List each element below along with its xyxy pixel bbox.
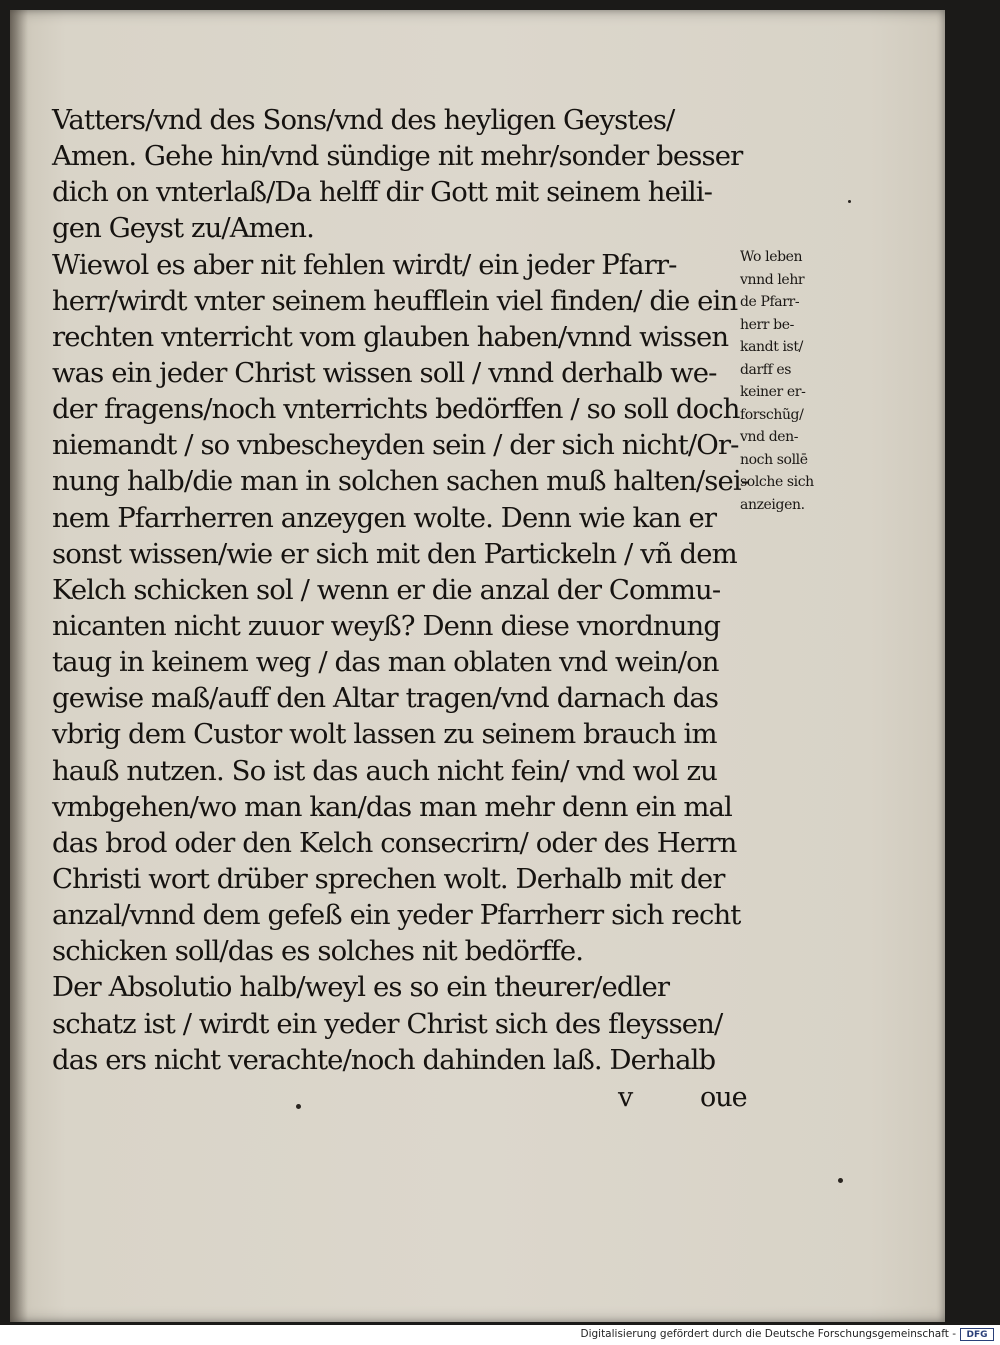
marginal-note-line: solche sich [740, 474, 814, 490]
body-text [52, 102, 752, 1078]
funding-credit: Digitalisierung gefördert durch die Deutsche Forschungsgemeinschaft - [580, 1328, 956, 1340]
marginal-note-line: Wo leben [740, 249, 803, 265]
text-line: rechten vnterricht vom glauben haben/vnnd wissen [52, 320, 729, 353]
text-line: nem Pfarrherren anzeygen wolte. Denn wie kan er [52, 501, 717, 534]
text-line: schicken soll/das es solches nit bedörffe. [52, 935, 584, 968]
text-line: Kelch schicken sol / wenn er die anzal der Commu- [52, 573, 721, 606]
ink-speck [296, 1104, 301, 1109]
text-line: gen Geyst zu/Amen. [52, 212, 314, 245]
text-line: was ein jeder Christ wissen soll / vnnd derhalb we- [52, 356, 717, 389]
text-line: vbrig dem Custor wolt lassen zu seinem brauch im [52, 718, 717, 751]
text-line: Amen. Gehe hin/vnd sündige nit mehr/sonder besser [52, 140, 743, 173]
marginal-note [740, 246, 860, 516]
text-line: dich on vnterlaß/Da helff dir Gott mit seinem heili- [52, 176, 713, 209]
text-line: Christi wort drüber sprechen wolt. Derhalb mit der [52, 862, 725, 895]
text-line: Der Absolutio halb/weyl es so ein theurer/edler [52, 971, 670, 1004]
marginal-note-line: forschũg/ [740, 406, 804, 423]
text-line: schatz ist / wirdt ein yeder Christ sich des fleyssen/ [52, 1007, 723, 1040]
text-line: niemandt / so vnbescheyden sein / der sich nicht/Or- [52, 429, 739, 462]
text-line: das brod oder den Kelch consecrirn/ oder des Herrn [52, 826, 737, 859]
ink-speck [838, 1178, 843, 1183]
text-line: der fragens/noch vnterrichts bedörffen / so soll doch [52, 393, 740, 426]
text-line: Vatters/vnd des Sons/vnd des heyligen Geystes/ [52, 104, 675, 136]
marginal-note-line: vnnd lehr [740, 271, 805, 288]
page-gutter-shadow [10, 10, 28, 1322]
text-line: gewise maß/auff den Altar tragen/vnd darnach das [52, 682, 719, 715]
marginal-note-line: herr be- [740, 316, 794, 333]
signature-mark: v [618, 1082, 633, 1113]
marginal-note-line: de Pfarr- [740, 294, 800, 310]
marginal-note-line: vnd den- [740, 429, 799, 445]
ink-speck [848, 200, 851, 203]
text-line: Wiewol es aber nit fehlen wirdt/ ein jeder Pfarr- [52, 248, 677, 281]
marginal-note-line: keiner er- [740, 384, 806, 400]
text-line: anzal/vnnd dem gefeß ein yeder Pfarrherr sich recht [52, 899, 741, 932]
text-line: sonst wissen/wie er sich mit den Partickeln / vñ dem [52, 537, 737, 570]
marginal-note-line: noch sollē [740, 451, 808, 468]
text-line: hauß nutzen. So ist das auch nicht fein/ vnd wol zu [52, 754, 717, 787]
text-line: taug in keinem weg / das man oblaten vnd wein/on [52, 646, 719, 679]
marginal-note-line: anzeigen. [740, 496, 805, 513]
dfg-logo[interactable]: DFG [960, 1328, 994, 1341]
text-line: nung halb/die man in solchen sachen muß halten/sei- [52, 465, 750, 498]
text-line: das ers nicht verachte/noch dahinden laß. Derhalb [52, 1043, 716, 1076]
catchword: oue [700, 1082, 747, 1113]
marginal-note-line: darff es [740, 361, 792, 378]
text-line: herr/wirdt vnter seinem heufflein viel finden/ die ein [52, 284, 738, 317]
text-line: vmbgehen/wo man kan/das man mehr denn ein mal [52, 790, 732, 823]
marginal-note-line: kandt ist/ [740, 339, 803, 355]
footer-bar [0, 1325, 1000, 1345]
text-line: nicanten nicht zuuor weyß? Denn diese vnordnung [52, 609, 721, 642]
